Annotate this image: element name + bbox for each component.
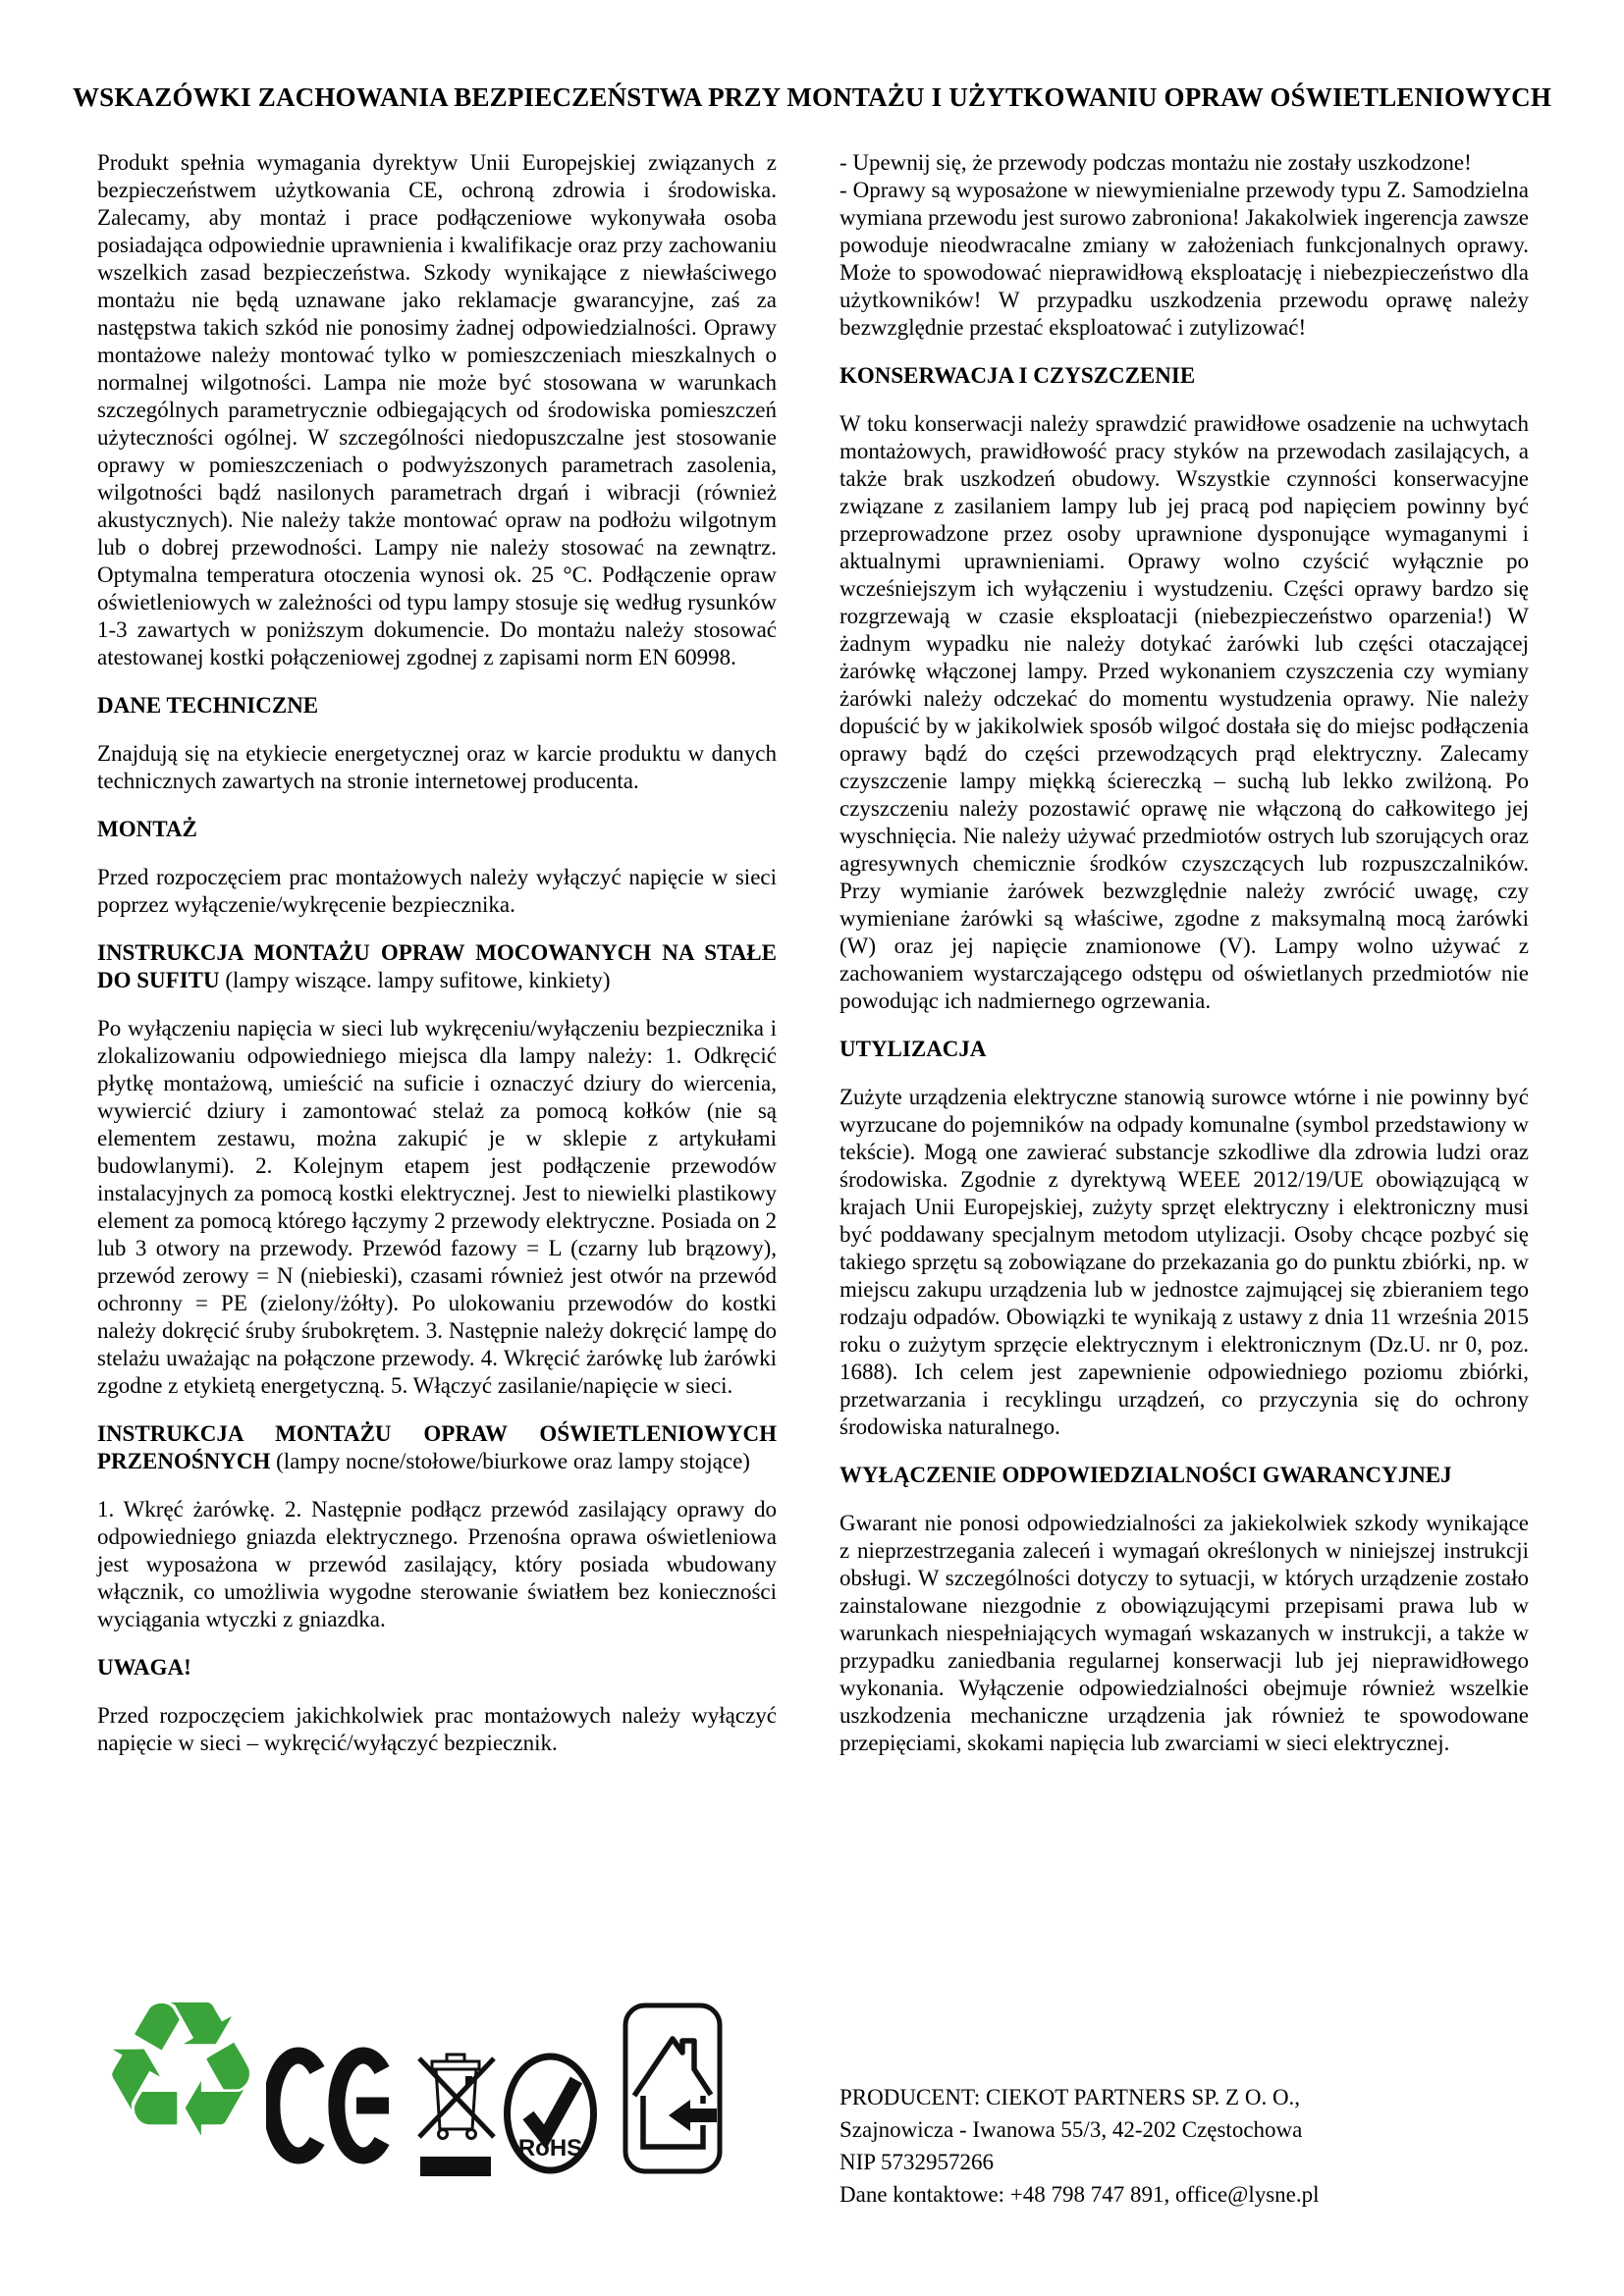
- producer-nip: NIP 5732957266: [839, 2150, 994, 2174]
- dane-paragraph: Znajdują się na etykiecie energetycznej oraz w karcie produktu w danych technicznych zawartych na stronie internetowej producenta.: [97, 741, 777, 793]
- weee-bin-bar: [420, 2157, 491, 2176]
- producer-name: PRODUCENT: CIEKOT PARTNERS SP. Z O. O.,: [839, 2085, 1301, 2109]
- heading-utylizacja: UTYLIZACJA: [839, 1037, 987, 1061]
- dash-item-1: - Upewnij się, że przewody podczas montażu nie zostały uszkodzone!: [839, 150, 1472, 175]
- heading-uwaga: UWAGA!: [97, 1655, 191, 1680]
- ce-mark-icon: [266, 2045, 398, 2166]
- rohs-label: RoHS: [517, 2135, 583, 2162]
- heading-wylaczenie: WYŁĄCZENIE ODPOWIEDZIALNOŚCI GWARANCYJNEJ: [839, 1463, 1452, 1487]
- dash-item-2: - Oprawy są wyposażone w niewymienialne przewody typu Z. Samodzielna wymiana przewodu jest surowo zabroniona! Jakakolwiek ingerencja zawsze powoduje nieodwracalne zmiany w założeniach funkcjonalnych oprawy. Może to spowodować nieprawidłową eksploatację i niebezpieczeństwo dla użytkowników! W przypadku uszkodzenia przewodu oprawę należy bezwzględnie przestać eksploatować i zutylizować!: [839, 178, 1529, 340]
- house-arrow-icon: [669, 2100, 717, 2131]
- sufit-paragraph: Po wyłączeniu napięcia w sieci lub wykręceniu/wyłączeniu bezpiecznika i zlokalizowaniu odpowiedniego miejsca dla lampy należy: 1. Odkręcić płytkę montażową, umieścić na suficie i oznaczyć dziury do wiercenia, wywiercić dziury i zamontować stelaż za pomocą kołków (nie są elementem zestawu, można zakupić je w sklepie z artykułami budowlanymi). 2. Kolejnym etapem jest podłączenie przewodów instalacyjnych za pomocą kostki elektrycznej. Jest to niewielki plastikowy element za pomocą którego łączymy 2 przewody elektryczne. Posiada on 2 lub 3 otwory na przewody. Przewód fazowy = L (czarny lub brązowy), przewód zerowy = N (niebieski), czasami również jest otwór na przewód ochronny = PE (zielony/żółty). Po ulokowaniu przewodów do kostki należy dokręcić śruby śrubokrętem. 3. Następnie należy dokręcić lampę do stelażu uważając na połączone przewody. 4. Wkręcić żarówkę lub żarówki zgodne z etykietą energetyczną. 5. Włączyć zasilanie/napięcie w sieci.: [97, 1016, 777, 1398]
- heading-konserwacja: KONSERWACJA I CZYSZCZENIE: [839, 363, 1196, 388]
- heading-instrukcja-sufit-note: (lampy wiszące. lampy sufitowe, kinkiety): [219, 968, 611, 992]
- page-title: WSKAZÓWKI ZACHOWANIA BEZPIECZEŃSTWA PRZY MONTAŻU I UŻYTKOWANIU OPRAW OŚWIETLENIOWYCH: [72, 82, 1552, 112]
- warning-dash-list: [839, 149, 1529, 342]
- heading-instrukcja-przenosne-bold: INSTRUKCJA MONTAŻU OPRAW OŚWIETLENIOWYCH PRZENOŚNYCH: [97, 1421, 777, 1473]
- right-column: [839, 149, 1529, 1778]
- heading-instrukcja-przenosne-note: (lampy nocne/stołowe/biurkowe oraz lampy stojące): [270, 1449, 750, 1473]
- heading-montaz: MONTAŻ: [97, 817, 197, 841]
- utylizacja-paragraph: Zużyte urządzenia elektryczne stanowią surowce wtórne i nie powinny być wyrzucane do pojemników na odpady komunalne (symbol przedstawiony w tekście). Mogą one zawierać substancje szkodliwe dla zdrowia ludzi oraz środowiska. Zgodnie z dyrektywą WEEE 2012/19/UE obowiązującą w krajach Unii Europejskiej, zużyty sprzęt elektryczny i elektroniczny musi być poddawany specjalnym metodom utylizacji. Osoby chcące pozbyć się takiego sprzętu są zobowiązane do przekazania go do punktu zbiórki, np. w miejscu zakupu urządzenia lub w jednostce zajmującej się zbieraniem tego rodzaju odpadów. Obowiązki te wynikają z ustawy z dnia 11 września 2015 roku o zużytym sprzęcie elektrycznym i elektronicznym (Dz.U. nr 0, poz. 1688). Ich celem jest zapewnienie odpowiedniego poziomu zbiórki, przetwarzania i recyklingu urządzeń, co przyczynia się do ochrony środowiska naturalnego.: [839, 1085, 1529, 1439]
- heading-dane-techniczne: DANE TECHNICZNE: [97, 693, 319, 718]
- producer-contact: Dane kontaktowe: +48 798 747 891, office@lysne.pl: [839, 2182, 1320, 2207]
- rohs-checkmark-icon: [528, 2080, 576, 2137]
- indoor-use-house-icon: [622, 2002, 724, 2175]
- konserwacja-paragraph: W toku konserwacji należy sprawdzić prawidłowe osadzenie na uchwytach montażowych, prawidłowość pracy styków na przewodach zasilających, a także brak uszkodzeń obudowy. Wszystkie czynności konserwacyjne związane z zasilaniem lampy lub jej pracą pod napięciem powinny być przeprowadzone przez osoby uprawnione dysponujące wymaganymi i aktualnymi uprawnieniami. Oprawy wolno czyścić wyłącznie po wcześniejszym ich wyłączeniu i wystudzeniu. Części oprawy bardzo się rozgrzewają w czasie eksploatacji (niebezpieczeństwo oparzenia!) W żadnym wypadku nie należy dotykać żarówki lub części otaczającej żarówkę włączonej lampy. Przed wykonaniem czyszczenia czy wymiany żarówki należy odczekać do momentu wystudzenia oprawy. Nie należy dopuścić by w jakikolwiek sposób wilgoć dostała się do miejsc podłączenia oprawy bądź do części przewodzących prąd elektryczny. Zalecamy czyszczenie lampy miękką ściereczką – suchą lub lekko zwilżoną. Po czyszczeniu należy pozostawić oprawę nie włączoną do całkowitego jej wyschnięcia. Nie należy używać przedmiotów ostrych lub szorujących oraz agresywnych chemicznie środków czyszczących lub rozpuszczalników. Przy wymianie żarówek bezwzględnie należy zwrócić uwagę, czy wymieniane żarówki są właściwe, zgodne z maksymalną mocą żarówki (W) oraz jej napięcie znamionowe (V). Lampy wolno używać z zachowaniem wystarczającego odstępu od oświetlanych przedmiotów nie powodując ich nadmiernego ogrzewania.: [839, 411, 1529, 1013]
- montaz-paragraph: Przed rozpoczęciem prac montażowych należy wyłączyć napięcie w sieci poprzez wyłączenie/wykręcenie bezpiecznika.: [97, 865, 777, 917]
- przenosne-paragraph: 1. Wkręć żarówkę. 2. Następnie podłącz przewód zasilający oprawy do odpowiedniego gniazda elektrycznego. Przenośna oprawa oświetleniowa jest wyposażona w przewód zasilający, który posiada wbudowany włącznik, co umożliwia wygodne sterowanie światłem bez konieczności wyciągania wtyczki z gniazdka.: [97, 1497, 777, 1631]
- wylaczenie-paragraph: Gwarant nie ponosi odpowiedzialności za jakiekolwiek szkody wynikające z nieprzestrzegania zaleceń i wymagań określonych w niniejszej instrukcji obsługi. W szczególności dotyczy to sytuacji, w których urządzenie zostało zainstalowane niezgodnie z obowiązującymi przepisami prawa lub w warunkach niespełniających wymagań wskazanych w instrukcji, a także w przypadku zaniedbania regularnej konserwacji lub jej nieprawidłowego wykonania. Wyłączenie odpowiedzialności obejmuje również wszelkie uszkodzenia mechaniczne urządzenia jak również te spowodowane przepięciami, skokami napięcia lub zwarciami w sieci elektrycznej.: [839, 1511, 1529, 1755]
- producer-address: Szajnowicza - Iwanowa 55/3, 42-202 Częstochowa: [839, 2117, 1303, 2142]
- recycling-icon: ♻: [96, 1961, 266, 2180]
- intro-paragraph: Produkt spełnia wymagania dyrektyw Unii Europejskiej związanych z bezpieczeństwem użytkowania CE, ochroną zdrowia i środowiska. Zalecamy, aby montaż i prace podłączeniowe wykonywała osoba posiadająca odpowiednie uprawnienia i kwalifikacje oraz przy zachowaniu wszelkich zasad bezpieczeństwa. Szkody wynikające z niewłaściwego montażu nie będą uznawane jako reklamacje gwarancyjne, zaś za następstwa takich szkód nie ponosimy żadnej odpowiedzialności. Oprawy montażowe należy montować tylko w pomieszczeniach mieszkalnych o normalnej wilgotności. Lampa nie może być stosowana w warunkach szczególnych parametrycznie odbiegających od środowiska pomieszczeń użyteczności ogólnej. W szczególności niedopuszczalne jest stosowanie oprawy w pomieszczeniach o podwyższonych parametrach zasolenia, wilgotności bądź nasilonych parametrach drgań i wibracji (również akustycznych). Nie należy także montować opraw na podłożu wilgotnym lub o dobrej przewodności. Lampy nie należy stosować na zewnątrz. Optymalna temperatura otoczenia wynosi ok. 25 °C. Podłączenie opraw oświetleniowych w zależności od typu lampy stosuje się według rysunków 1-3 zawartych w poniższym dokumencie. Do montażu należy stosować atestowanej kostki połączeniowej zgodnej z zapisami norm EN 60998.: [97, 150, 777, 669]
- rohs-icon: [503, 2053, 598, 2175]
- heading-instrukcja-sufit: [97, 939, 777, 994]
- heading-instrukcja-przenosne: [97, 1420, 777, 1475]
- uwaga-paragraph: Przed rozpoczęciem jakichkolwiek prac montażowych należy wyłączyć napięcie w sieci – wykręcić/wyłączyć bezpiecznik.: [97, 1703, 777, 1755]
- heading-instrukcja-sufit-bold: INSTRUKCJA MONTAŻU OPRAW MOCOWANYCH NA STAŁE DO SUFITU: [97, 940, 777, 992]
- producer-info: [839, 2081, 1529, 2211]
- weee-crossed-bin-icon: [416, 2047, 497, 2180]
- left-column: [97, 149, 777, 1778]
